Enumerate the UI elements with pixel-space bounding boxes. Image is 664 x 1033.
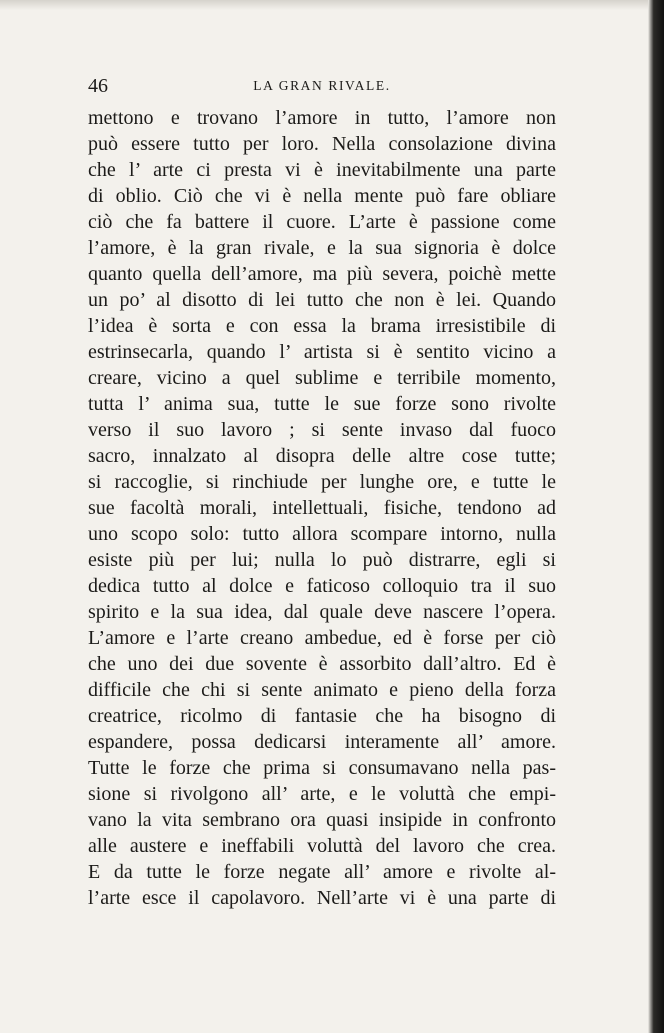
page-header [88,74,556,98]
text-line: difficile che chi si sente animato e pieno della forza [88,679,556,701]
page-top-edge [0,0,664,10]
text-line: vano la vita sembrano ora quasi insipide in confronto [88,809,556,831]
body-text [88,105,556,911]
text-line: Tutte le forze che prima si consumavano nella pas- [88,757,556,779]
text-line: l’idea è sorta e con essa la brama irresistibile di [88,315,556,337]
text-line: sacro, innalzato al disopra delle altre cose tutte; [88,445,556,467]
text-line: spirito e la sua idea, dal quale deve nascere l’opera. [88,601,556,623]
text-line: uno scopo solo: tutto allora scompare intorno, nulla [88,523,556,545]
text-line: mettono e trovano l’amore in tutto, l’amore non [88,107,556,129]
text-line: un po’ al disotto di lei tutto che non è lei. Quando [88,289,556,311]
text-line: verso il suo lavoro ; si sente invaso dal fuoco [88,419,556,441]
text-line: L’amore e l’arte creano ambedue, ed è forse per ciò [88,627,556,649]
text-line: dedica tutto al dolce e faticoso colloquio tra il suo [88,575,556,597]
text-line: l’amore, è la gran rivale, e la sua signoria è dolce [88,237,556,259]
text-line: che uno dei due sovente è assorbito dall’altro. Ed è [88,653,556,675]
text-line: estrinsecarla, quando l’ artista si è sentito vicino a [88,341,556,363]
text-line: si raccoglie, si rinchiude per lunghe ore, e tutte le [88,471,556,493]
text-line: sione si rivolgono all’ arte, e le voluttà che empi- [88,783,556,805]
text-line: sue facoltà morali, intellettuali, fisiche, tendono ad [88,497,556,519]
text-line: che l’ arte ci presta vi è inevitabilmente una parte [88,159,556,181]
text-line: creare, vicino a quel sublime e terribile momento, [88,367,556,389]
running-head: LA GRAN RIVALE. [253,78,391,93]
text-line: quanto quella dell’amore, ma più severa, poichè mette [88,263,556,285]
text-line: alle austere e ineffabili voluttà del lavoro che crea. [88,835,556,857]
text-line: creatrice, ricolmo di fantasie che ha bisogno di [88,705,556,727]
text-line: può essere tutto per loro. Nella consolazione divina [88,133,556,155]
text-line: tutta l’ anima sua, tutte le sue forze sono rivolte [88,393,556,415]
text-line: l’arte esce il capolavoro. Nell’arte vi è una parte di [88,887,556,909]
text-line: di oblio. Ciò che vi è nella mente può fare obliare [88,185,556,207]
text-line: ciò che fa battere il cuore. L’arte è passione come [88,211,556,233]
text-line: esiste più per lui; nulla lo può distrarre, egli si [88,549,556,571]
text-line: espandere, possa dedicarsi interamente all’ amore. [88,731,556,753]
text-line: E da tutte le forze negate all’ amore e rivolte al- [88,861,556,883]
page-number: 46 [88,75,108,97]
page-binding-edge [648,0,664,1033]
